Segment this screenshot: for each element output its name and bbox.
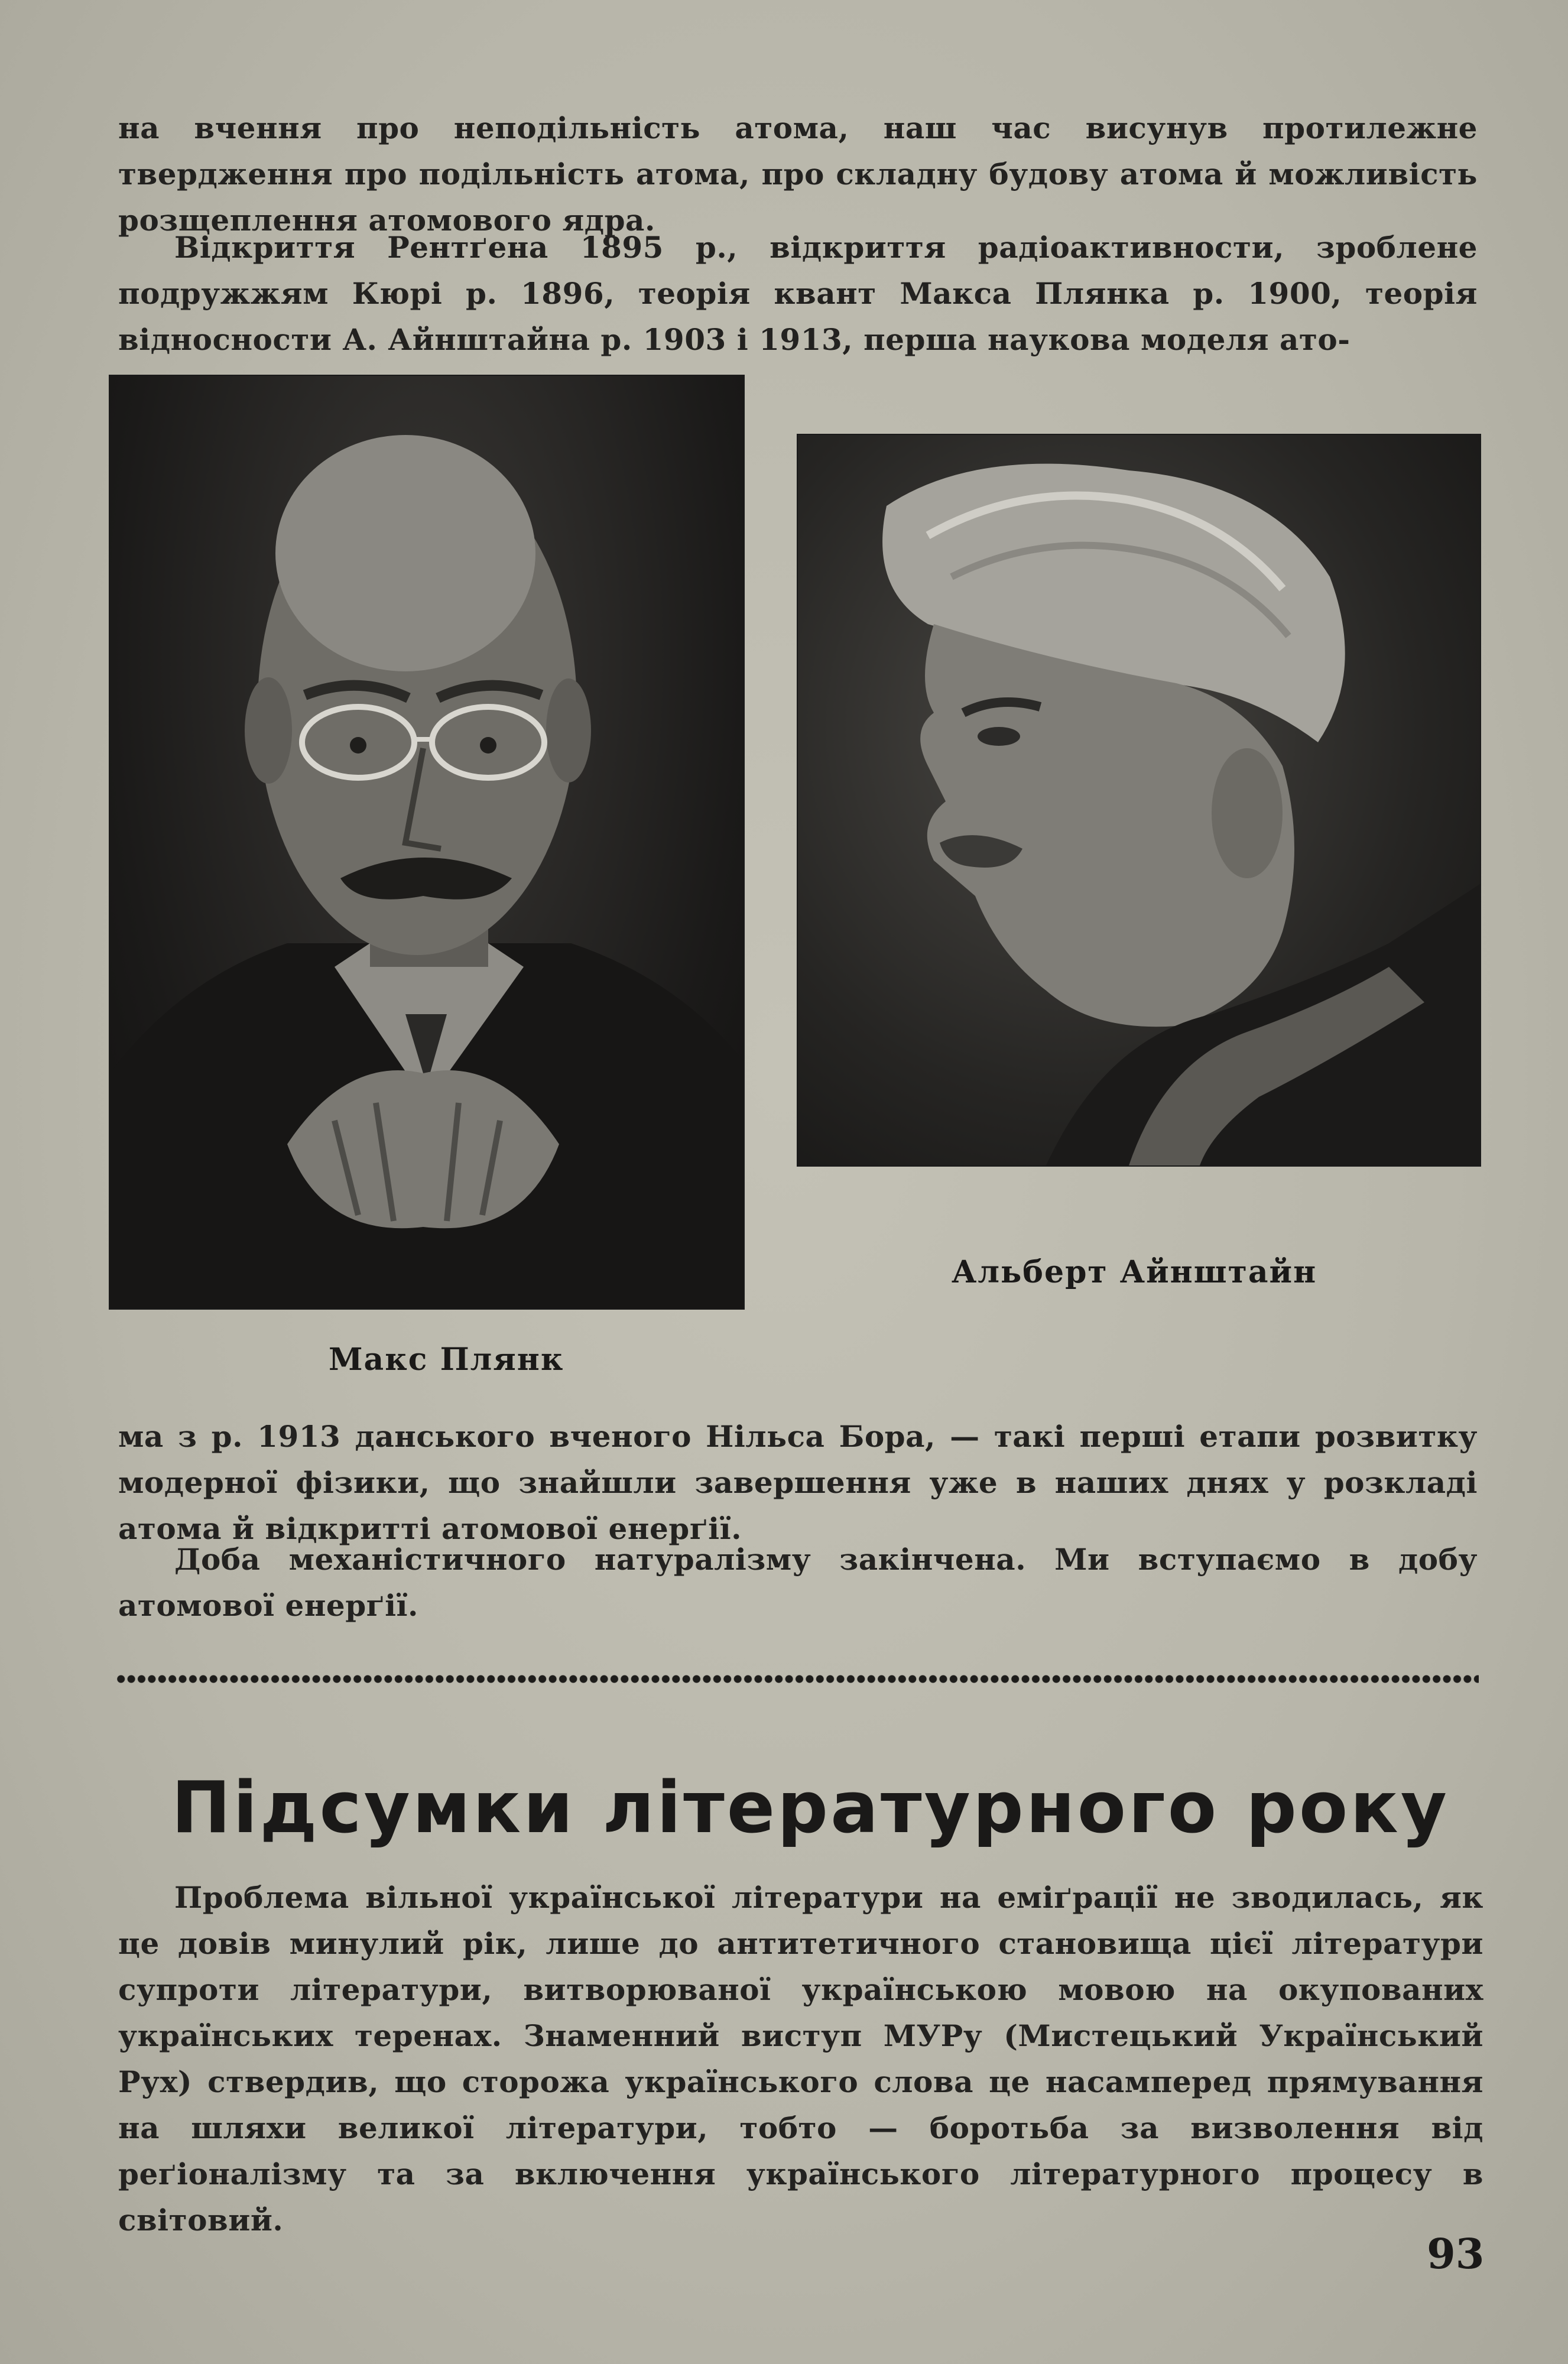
planck-photo-caption: Макс Плянк — [329, 1342, 564, 1378]
continuation-paragraph-1-text: ма з р. 1913 данського вченого Нільса Бора, — такі перші етапи розвитку модерної фізики, що знайшли завершення уже в наших днях у розкладі атома й відкритті атомової енерґії. — [118, 1419, 1478, 1546]
planck-portrait-illustration — [110, 376, 744, 1308]
einstein-portrait-illustration — [798, 435, 1480, 1165]
planck-portrait-photo — [110, 376, 744, 1308]
einstein-portrait-photo — [798, 435, 1480, 1165]
section-body-emphasis: великої літератури, — [337, 2110, 709, 2145]
section-body-text-end: тобто — боротьба за визволення від реґіоналізму та за включення українського літературного процесу в світовий. — [118, 2110, 1483, 2238]
page-number: 93 — [1427, 2229, 1485, 2278]
continuation-paragraph-2-text: Доба механістичного натуралізму закінчена. Ми вступаємо в добу атомової енерґії. — [118, 1542, 1478, 1623]
continuation-paragraph-1 — [118, 1414, 1478, 1552]
section-body-text-start: Проблема вільної української літератури на еміґрації не зводилась, як це довів минулий рік, лише до антитетичного становища цієї літератури супроти літератури, витворюваної українською мовою на окупованих українських теренах. Знаменний виступ МУРу (Мистецький Український Рух) ствердив, що сторожа українського слова це насамперед прямування на шляхи — [118, 1880, 1483, 2145]
intro-paragraph-1-text: на вчення про неподільність атома, наш час висунув протилежне твердження про подільність атома, про складну будову атома й можливість розщеплення атомового ядра. — [118, 111, 1478, 238]
intro-paragraph-1 — [118, 105, 1478, 243]
intro-paragraph-2 — [118, 225, 1478, 363]
dotted-divider — [116, 1673, 1479, 1686]
continuation-paragraph-2 — [118, 1537, 1478, 1629]
section-body-paragraph — [118, 1875, 1483, 2243]
einstein-photo-caption: Альберт Айнштайн — [952, 1254, 1317, 1290]
section-title: Підсумки літературного року — [171, 1767, 1450, 1849]
intro-paragraph-2-text: Відкриття Рентґена 1895 р., відкриття радіоактивности, зроблене подружжям Кюрі р. 1896, теорія квант Макса Плянка р. 1900, теорія відносности А. Айнштайна р. 1903 і 1913, перша наукова моделя ато- — [118, 230, 1478, 357]
